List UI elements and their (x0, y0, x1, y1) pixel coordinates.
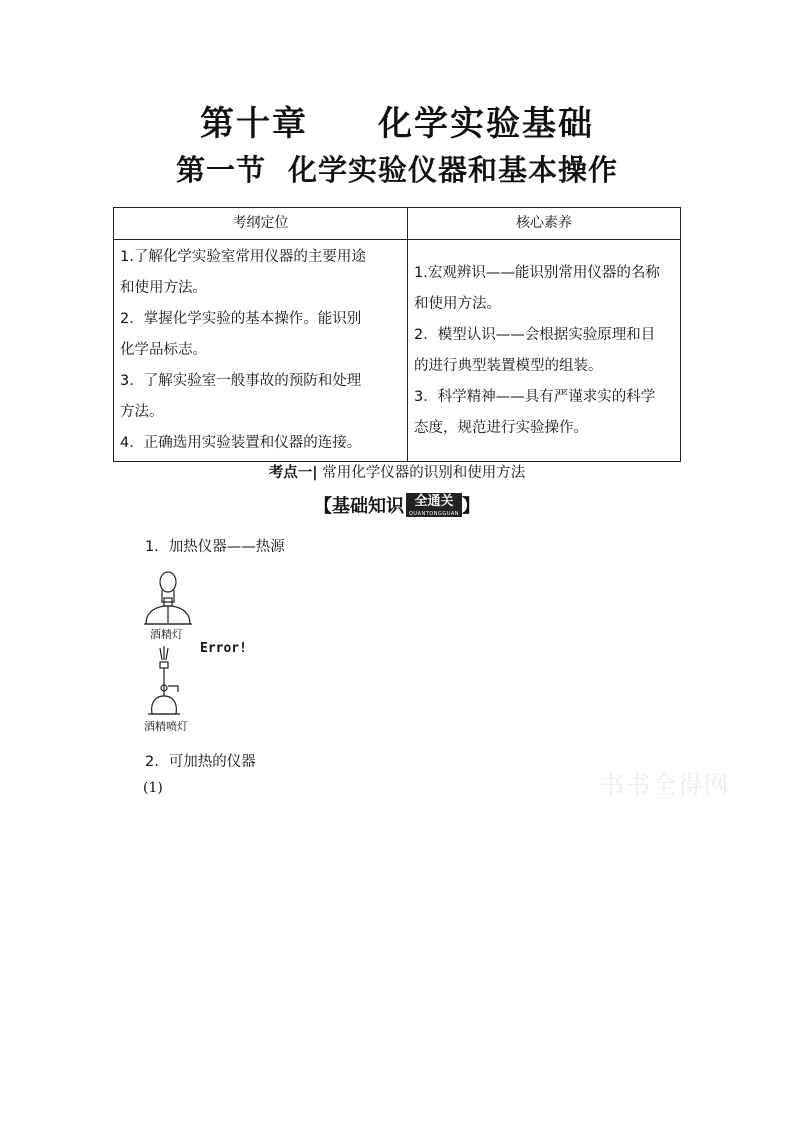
chapter-title (0, 96, 794, 145)
table-row (114, 240, 681, 462)
kaogang-cell (114, 240, 408, 462)
section-name: 化学实验仪器和基本操作 (288, 153, 619, 187)
chapter-name: 化学实验基础 (378, 104, 594, 144)
header-suyang: 核心素养 (408, 208, 681, 240)
suyang-line: 和使用方法。 (414, 295, 501, 312)
kaogang-line: 2．掌握化学实验的基本操作。能识别 (120, 311, 362, 327)
suyang-line: 1.宏观辨识——能识别常用仪器的名称 (414, 264, 660, 281)
kaodian-heading (0, 461, 794, 482)
watermark: 书书全得网 (600, 771, 730, 799)
standards-table (113, 207, 681, 462)
suyang-line: 3．科学精神——具有严谨求实的科学 (414, 388, 656, 405)
suyang-line: 的进行典型装置模型的组装。 (414, 357, 603, 374)
item-heating-instruments: 1．加热仪器——热源 (145, 539, 285, 555)
kaogang-line: 1.了解化学实验室常用仪器的主要用途 (120, 249, 366, 265)
blowtorch-caption: 酒精喷灯 (144, 720, 188, 733)
badge-subtext: QUANTONGGUAN (408, 511, 460, 517)
section-title (0, 148, 794, 189)
error-text: Error! (200, 641, 247, 656)
chapter-number: 第十章 (200, 104, 308, 144)
item-heatable-instruments: 2．可加热的仪器 (145, 754, 256, 770)
kaogang-line: 方法。 (120, 404, 164, 420)
jichu-close: 】 (462, 496, 481, 517)
item-sub-1: (1) (143, 780, 163, 796)
quantongguan-badge (406, 493, 462, 517)
table-header-row (114, 208, 681, 240)
lamp-caption: 酒精灯 (150, 628, 183, 641)
section-number: 第一节 (175, 153, 266, 187)
kaodian-text: 常用化学仪器的识别和使用方法 (322, 465, 526, 481)
kaogang-line: 3．了解实验室一般事故的预防和处理 (120, 373, 362, 389)
kaodian-label: 考点一| (268, 465, 318, 481)
alcohol-blowtorch-icon (148, 646, 180, 714)
suyang-cell (408, 240, 681, 462)
badge-text: 全通关 (414, 494, 454, 509)
jichu-open: 【基础知识 (313, 496, 404, 517)
kaogang-line: 4．正确选用实验装置和仪器的连接。 (120, 435, 362, 451)
suyang-line: 2．模型认识——会根据实验原理和目 (414, 326, 656, 343)
suyang-line: 态度，规范进行实验操作。 (414, 419, 588, 436)
header-kaogang: 考纲定位 (114, 208, 408, 240)
alcohol-lamp-icon (144, 572, 192, 624)
kaogang-line: 化学品标志。 (120, 342, 207, 358)
kaogang-line: 和使用方法。 (120, 280, 207, 296)
jichu-heading (0, 492, 794, 519)
